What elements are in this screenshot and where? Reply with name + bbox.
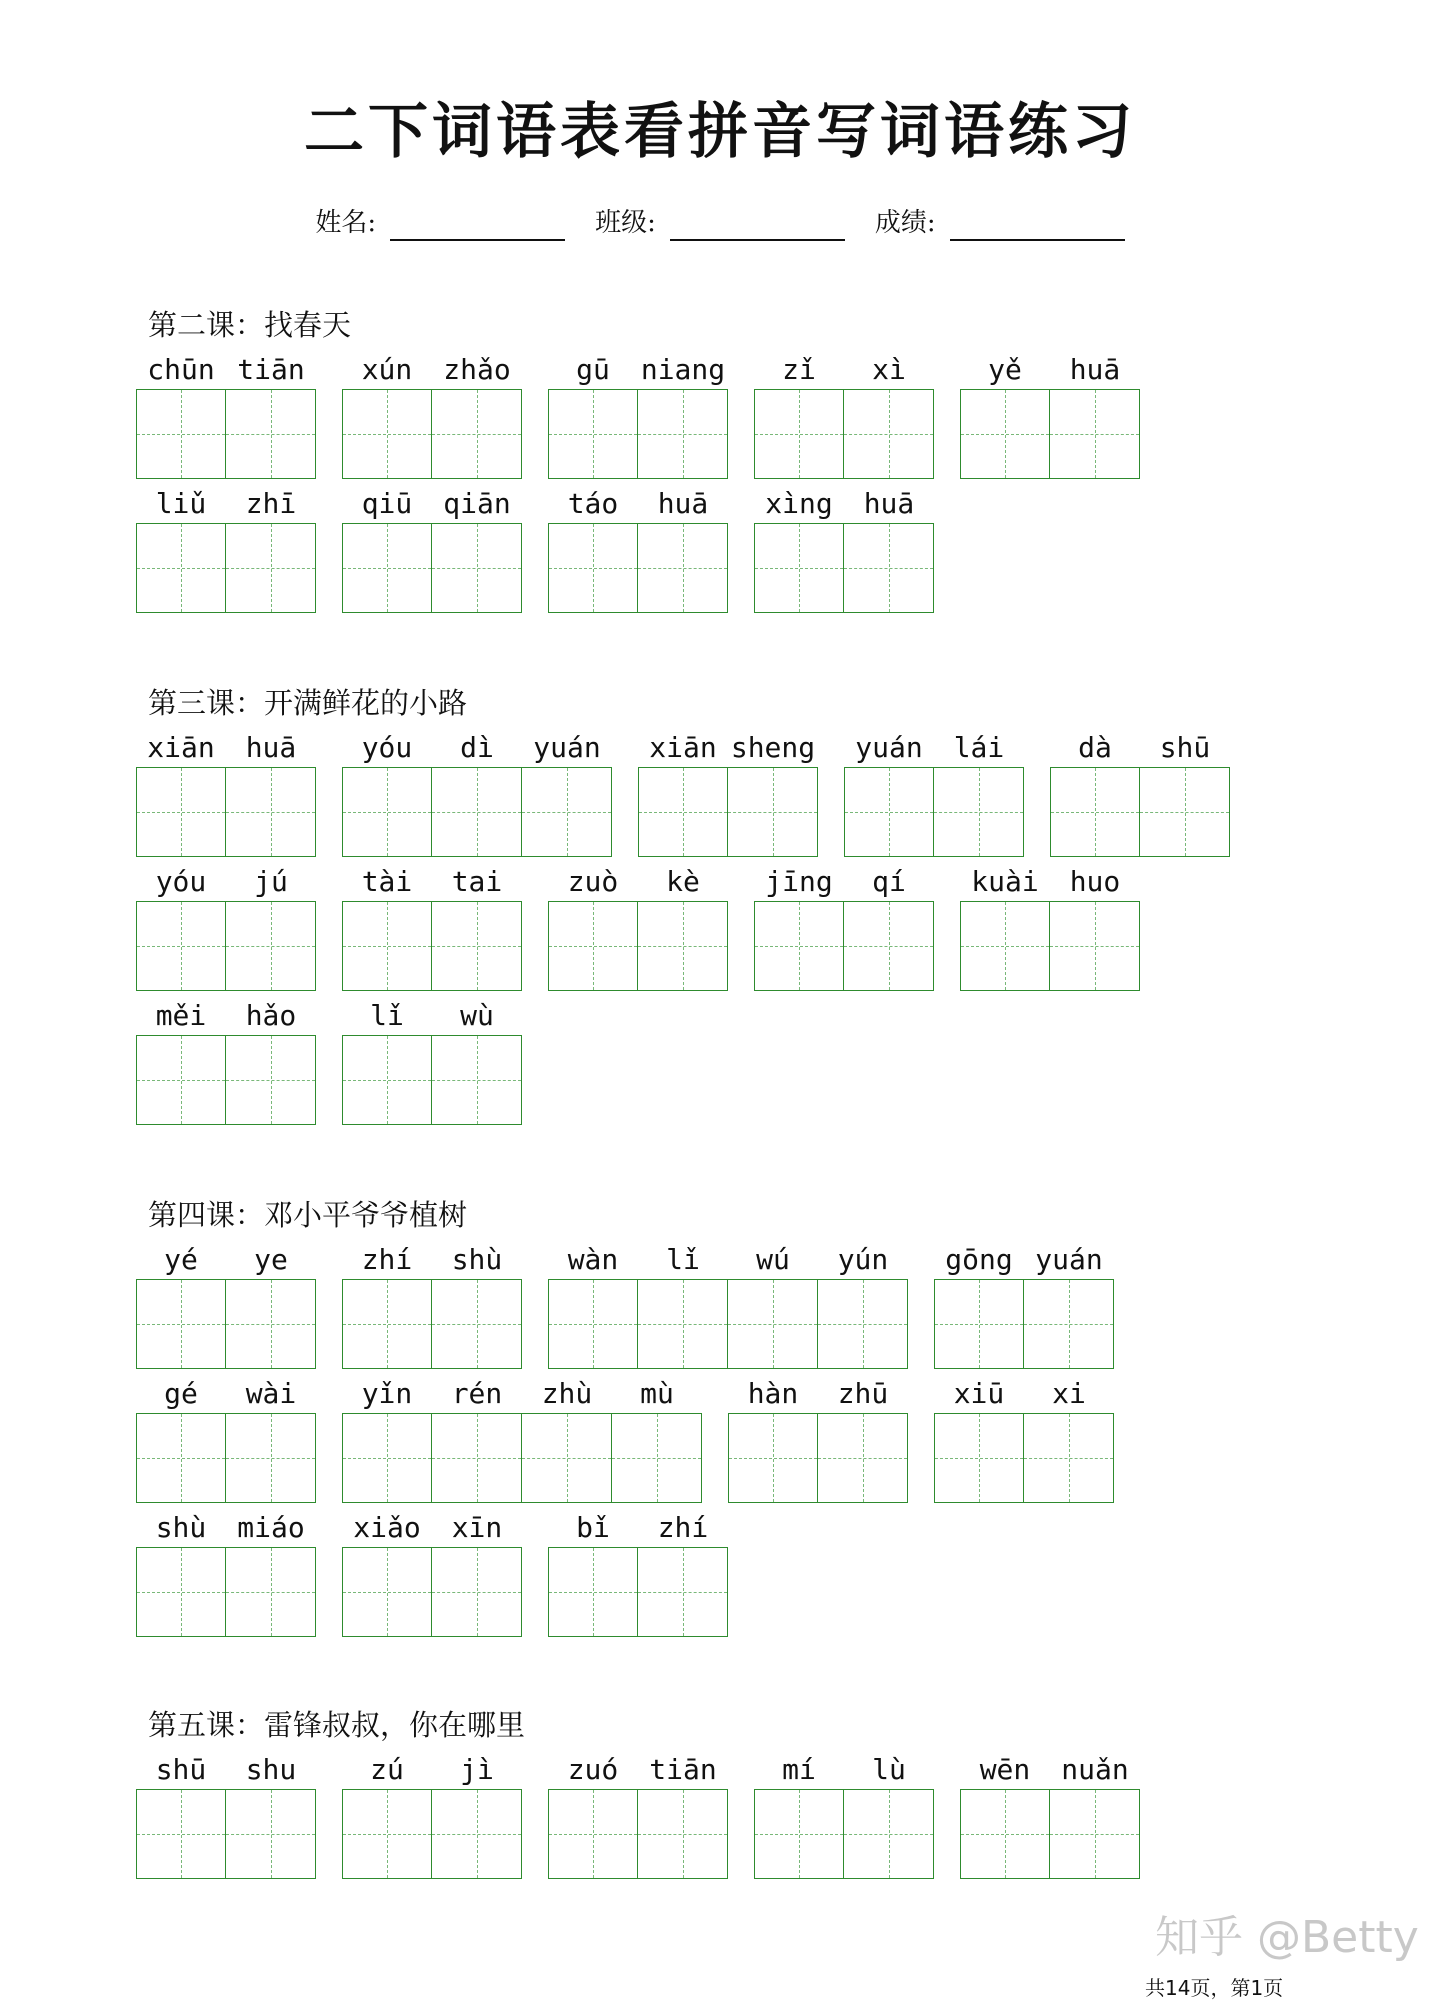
pinyin-syllable: gū (576, 353, 610, 386)
writing-box[interactable] (432, 389, 522, 479)
word-item (342, 1751, 522, 1879)
class-blank[interactable] (670, 209, 845, 241)
word-item (548, 1751, 728, 1879)
pinyin-syllable: gōng (945, 1243, 1013, 1276)
pinyin-syllable: shū (155, 1753, 207, 1786)
pinyin-syllable: xīn (451, 1511, 503, 1544)
writing-box-group (548, 901, 728, 991)
pinyin-syllable: táo (567, 487, 619, 520)
pinyin-group (136, 485, 316, 523)
pinyin-syllable: yóu (155, 865, 207, 898)
writing-box[interactable] (226, 389, 316, 479)
word-row (136, 863, 1230, 991)
pinyin-syllable: nuǎn (1061, 1753, 1129, 1786)
pinyin-group (754, 485, 934, 523)
writing-box[interactable] (432, 1547, 522, 1637)
writing-box-group (548, 1789, 728, 1879)
writing-box[interactable] (612, 1413, 702, 1503)
pinyin-syllable: xún (361, 353, 413, 386)
writing-box[interactable] (226, 901, 316, 991)
pinyin-group (548, 485, 728, 523)
pinyin-syllable: hǎo (245, 999, 297, 1032)
page-title: 二下词语表看拼音写词语练习 (304, 97, 1136, 167)
writing-box[interactable] (638, 389, 728, 479)
pinyin-syllable: gé (164, 1377, 198, 1410)
writing-box[interactable] (522, 1413, 612, 1503)
pinyin-syllable: yún (837, 1243, 889, 1276)
writing-box[interactable] (548, 1547, 638, 1637)
score-blank[interactable] (950, 209, 1125, 241)
pinyin-group (548, 1509, 728, 1547)
word-item (1050, 729, 1230, 857)
pinyin-group (136, 1375, 316, 1413)
writing-box[interactable] (342, 523, 432, 613)
writing-box-group (342, 1547, 522, 1637)
writing-box[interactable] (342, 389, 432, 479)
pinyin-syllable: tai (451, 865, 503, 898)
pinyin-syllable: zhǎo (443, 353, 511, 386)
writing-box[interactable] (638, 523, 728, 613)
writing-box[interactable] (638, 1789, 728, 1879)
writing-box[interactable] (342, 1279, 432, 1369)
name-blank[interactable] (390, 209, 565, 241)
writing-box[interactable] (136, 1547, 226, 1637)
writing-box[interactable] (136, 1279, 226, 1369)
writing-box-group (934, 1279, 1114, 1369)
pinyin-group (342, 1375, 702, 1413)
word-item (136, 1509, 316, 1637)
pinyin-group (960, 351, 1140, 389)
pinyin-syllable: sheng (730, 731, 816, 764)
pinyin-syllable: qiān (443, 487, 511, 520)
pinyin-syllable: wēn (979, 1753, 1031, 1786)
pinyin-syllable: wú (756, 1243, 790, 1276)
lesson-section (136, 305, 1140, 613)
student-info-row (0, 205, 1440, 241)
pinyin-group (342, 997, 522, 1035)
writing-box[interactable] (1050, 1789, 1140, 1879)
writing-box[interactable] (1140, 767, 1230, 857)
pinyin-syllable: qí (872, 865, 906, 898)
writing-box[interactable] (432, 1035, 522, 1125)
pinyin-syllable: yě (988, 353, 1022, 386)
pinyin-syllable: shū (1159, 731, 1211, 764)
writing-box-group (136, 1789, 316, 1879)
pinyin-syllable: qiū (361, 487, 413, 520)
writing-box[interactable] (548, 1279, 638, 1369)
writing-box[interactable] (638, 901, 728, 991)
writing-box[interactable] (934, 1413, 1024, 1503)
pinyin-syllable: zhí (657, 1511, 709, 1544)
name-field[interactable] (315, 205, 565, 241)
pinyin-syllable: huā (1069, 353, 1121, 386)
writing-box-group (136, 523, 316, 613)
pinyin-group (136, 729, 316, 767)
writing-box[interactable] (342, 1413, 432, 1503)
writing-box[interactable] (342, 1789, 432, 1879)
pinyin-group (136, 997, 316, 1035)
pinyin-group (1050, 729, 1230, 767)
pinyin-syllable: yé (164, 1243, 198, 1276)
pinyin-syllable: xì (872, 353, 906, 386)
word-item (342, 997, 522, 1125)
pinyin-group (548, 1751, 728, 1789)
pinyin-syllable: wàn (567, 1243, 619, 1276)
writing-box-group (136, 389, 316, 479)
pinyin-syllable: dà (1078, 731, 1112, 764)
pinyin-group (136, 1751, 316, 1789)
pinyin-syllable: xiū (953, 1377, 1005, 1410)
pinyin-group (342, 485, 522, 523)
pinyin-syllable: xiǎo (353, 1511, 421, 1544)
pinyin-syllable: zuò (567, 865, 619, 898)
pinyin-syllable: liǔ (155, 487, 207, 520)
writing-box[interactable] (1024, 1413, 1114, 1503)
word-item (136, 1375, 316, 1503)
pinyin-syllable: huā (245, 731, 297, 764)
word-item (844, 729, 1024, 857)
pinyin-syllable: ye (254, 1243, 288, 1276)
writing-box[interactable] (754, 389, 844, 479)
writing-box[interactable] (342, 1547, 432, 1637)
writing-box[interactable] (548, 523, 638, 613)
pinyin-group (548, 863, 728, 901)
writing-box[interactable] (754, 901, 844, 991)
word-item (754, 351, 934, 479)
writing-box-group (136, 901, 316, 991)
writing-box[interactable] (960, 1789, 1050, 1879)
pinyin-syllable: měi (155, 999, 207, 1032)
pinyin-syllable: wù (460, 999, 494, 1032)
pinyin-syllable: xiān (649, 731, 717, 764)
writing-box-group (136, 767, 316, 857)
word-item (754, 863, 934, 991)
writing-box-group (754, 389, 934, 479)
pinyin-group (844, 729, 1024, 767)
pinyin-syllable: chūn (147, 353, 215, 386)
writing-box-group (934, 1413, 1114, 1503)
writing-box[interactable] (136, 523, 226, 613)
pinyin-syllable: zuó (567, 1753, 619, 1786)
pinyin-syllable: huā (657, 487, 709, 520)
writing-box[interactable] (342, 1035, 432, 1125)
writing-box[interactable] (934, 1279, 1024, 1369)
pinyin-syllable: tiān (649, 1753, 717, 1786)
pinyin-group (728, 1375, 908, 1413)
word-item (136, 351, 316, 479)
word-item (342, 1509, 522, 1637)
writing-box[interactable] (844, 901, 934, 991)
pinyin-syllable: lǐ (370, 999, 404, 1032)
writing-box[interactable] (226, 1789, 316, 1879)
writing-box[interactable] (548, 389, 638, 479)
word-item (342, 1375, 702, 1503)
writing-box[interactable] (1024, 1279, 1114, 1369)
word-item (342, 485, 522, 613)
writing-box[interactable] (728, 1413, 818, 1503)
writing-box[interactable] (844, 389, 934, 479)
lesson-section (136, 1705, 1140, 1879)
word-item (754, 485, 934, 613)
name-label: 姓名: (315, 208, 377, 238)
writing-box[interactable] (1050, 389, 1140, 479)
pinyin-syllable: lǐ (666, 1243, 700, 1276)
pinyin-syllable: shù (451, 1243, 503, 1276)
word-row (136, 485, 1140, 613)
writing-box[interactable] (754, 523, 844, 613)
writing-box[interactable] (226, 1035, 316, 1125)
lesson-title: 第五课：雷锋叔叔，你在哪里 (148, 1708, 526, 1742)
writing-box-group (844, 767, 1024, 857)
pinyin-syllable: miáo (237, 1511, 305, 1544)
word-item (136, 863, 316, 991)
pinyin-group (342, 351, 522, 389)
writing-box[interactable] (548, 901, 638, 991)
writing-box[interactable] (754, 1789, 844, 1879)
word-item (548, 485, 728, 613)
pinyin-syllable: zǐ (782, 353, 816, 386)
lesson-title: 第三课：开满鲜花的小路 (148, 686, 468, 720)
pinyin-syllable: niang (640, 353, 726, 386)
pinyin-syllable: zhù (541, 1377, 593, 1410)
page-footer: 共14页，第1页 (1145, 1976, 1284, 2000)
writing-box-group (342, 1035, 522, 1125)
pinyin-syllable: yóu (361, 731, 413, 764)
writing-box[interactable] (728, 1279, 818, 1369)
word-item (136, 1241, 316, 1369)
pinyin-syllable: kuài (971, 865, 1039, 898)
pinyin-syllable: zhí (361, 1243, 413, 1276)
pinyin-syllable: yuán (533, 731, 601, 764)
pinyin-syllable: jīng (765, 865, 833, 898)
score-field[interactable] (875, 205, 1125, 241)
pinyin-group (342, 863, 522, 901)
pinyin-syllable: lái (953, 731, 1005, 764)
writing-box-group (136, 1279, 316, 1369)
pinyin-group (342, 729, 612, 767)
writing-box[interactable] (136, 1789, 226, 1879)
pinyin-syllable: tài (361, 865, 413, 898)
pinyin-syllable: huā (863, 487, 915, 520)
pinyin-syllable: bǐ (576, 1511, 610, 1544)
pinyin-syllable: zhū (837, 1377, 889, 1410)
pinyin-syllable: jú (254, 865, 288, 898)
writing-box[interactable] (960, 901, 1050, 991)
writing-box-group (136, 1035, 316, 1125)
writing-box-group (960, 901, 1140, 991)
word-item (754, 1751, 934, 1879)
word-item (342, 1241, 522, 1369)
writing-box[interactable] (226, 767, 316, 857)
pinyin-syllable: yǐn (361, 1377, 413, 1410)
writing-box[interactable] (432, 1413, 522, 1503)
word-item (548, 1509, 728, 1637)
word-row (136, 729, 1230, 857)
writing-box[interactable] (844, 523, 934, 613)
word-item (960, 351, 1140, 479)
writing-box[interactable] (432, 1279, 522, 1369)
writing-box-group (548, 1279, 908, 1369)
pinyin-group (136, 351, 316, 389)
writing-box[interactable] (934, 767, 1024, 857)
word-item (136, 1751, 316, 1879)
writing-box-group (960, 389, 1140, 479)
word-item (728, 1375, 908, 1503)
word-row (136, 997, 1230, 1125)
word-row (136, 351, 1140, 479)
writing-box-group (136, 1547, 316, 1637)
word-row (136, 1241, 1114, 1369)
pinyin-syllable: zhī (245, 487, 297, 520)
pinyin-group (342, 1751, 522, 1789)
pinyin-syllable: mù (640, 1377, 674, 1410)
word-item (934, 1375, 1114, 1503)
writing-box[interactable] (960, 389, 1050, 479)
pinyin-group (754, 1751, 934, 1789)
word-row (136, 1751, 1140, 1879)
writing-box-group (342, 1279, 522, 1369)
writing-box[interactable] (226, 1279, 316, 1369)
writing-box[interactable] (522, 767, 612, 857)
writing-box-group (638, 767, 818, 857)
lesson-title: 第四课：邓小平爷爷植树 (148, 1198, 468, 1232)
writing-box[interactable] (638, 1279, 728, 1369)
writing-box[interactable] (818, 1279, 908, 1369)
word-item (548, 351, 728, 479)
word-item (548, 863, 728, 991)
writing-box-group (754, 1789, 934, 1879)
writing-box-group (1050, 767, 1230, 857)
writing-box[interactable] (226, 523, 316, 613)
pinyin-group (934, 1241, 1114, 1279)
writing-box[interactable] (342, 901, 432, 991)
writing-box[interactable] (1050, 767, 1140, 857)
pinyin-syllable: mí (782, 1753, 816, 1786)
writing-box[interactable] (432, 767, 522, 857)
pinyin-syllable: hàn (747, 1377, 799, 1410)
pinyin-group (934, 1375, 1114, 1413)
pinyin-group (754, 351, 934, 389)
writing-box-group (754, 523, 934, 613)
writing-box[interactable] (342, 767, 432, 857)
writing-box[interactable] (638, 767, 728, 857)
writing-box[interactable] (844, 767, 934, 857)
pinyin-group (548, 351, 728, 389)
pinyin-group (960, 863, 1140, 901)
pinyin-syllable: shù (155, 1511, 207, 1544)
writing-box[interactable] (844, 1789, 934, 1879)
class-label: 班级: (595, 208, 656, 238)
writing-box[interactable] (432, 901, 522, 991)
writing-box-group (754, 901, 934, 991)
word-item (342, 351, 522, 479)
writing-box[interactable] (226, 1547, 316, 1637)
writing-box-group (342, 767, 612, 857)
writing-box-group (960, 1789, 1140, 1879)
writing-box-group (728, 1413, 908, 1503)
writing-box-group (548, 523, 728, 613)
writing-box[interactable] (1050, 901, 1140, 991)
pinyin-syllable: jì (460, 1753, 494, 1786)
word-item (960, 863, 1140, 991)
writing-box-group (548, 1547, 728, 1637)
writing-box[interactable] (638, 1547, 728, 1637)
pinyin-group (342, 1509, 522, 1547)
writing-box[interactable] (136, 901, 226, 991)
pinyin-group (136, 863, 316, 901)
writing-box[interactable] (136, 389, 226, 479)
writing-box[interactable] (818, 1413, 908, 1503)
lesson-section (136, 1195, 1114, 1637)
lesson-section (136, 683, 1230, 1125)
word-item (136, 997, 316, 1125)
writing-box-group (342, 901, 522, 991)
pinyin-syllable: xi (1052, 1377, 1086, 1410)
word-item (136, 729, 316, 857)
pinyin-syllable: xiān (147, 731, 215, 764)
pinyin-syllable: zú (370, 1753, 404, 1786)
writing-box[interactable] (432, 1789, 522, 1879)
writing-box-group (136, 1413, 316, 1503)
writing-box[interactable] (136, 1413, 226, 1503)
pinyin-syllable: yuán (1035, 1243, 1103, 1276)
word-item (638, 729, 818, 857)
word-item (934, 1241, 1114, 1369)
pinyin-syllable: wài (245, 1377, 297, 1410)
pinyin-group (960, 1751, 1140, 1789)
writing-box-group (342, 1413, 702, 1503)
writing-box[interactable] (136, 1035, 226, 1125)
word-item (960, 1751, 1140, 1879)
pinyin-group (342, 1241, 522, 1279)
writing-box-group (548, 389, 728, 479)
pinyin-group (638, 729, 818, 767)
pinyin-syllable: tiān (237, 353, 305, 386)
pinyin-group (136, 1509, 316, 1547)
word-row (136, 1375, 1114, 1503)
word-row (136, 1509, 1114, 1637)
writing-box-group (342, 1789, 522, 1879)
word-item (342, 863, 522, 991)
pinyin-group (754, 863, 934, 901)
word-item (342, 729, 612, 857)
writing-box[interactable] (728, 767, 818, 857)
writing-box[interactable] (136, 767, 226, 857)
pinyin-group (136, 1241, 316, 1279)
pinyin-group (548, 1241, 908, 1279)
pinyin-syllable: yuán (855, 731, 923, 764)
word-item (548, 1241, 908, 1369)
writing-box[interactable] (432, 523, 522, 613)
pinyin-syllable: huo (1069, 865, 1121, 898)
pinyin-syllable: kè (666, 865, 700, 898)
score-label: 成绩: (874, 208, 936, 238)
writing-box[interactable] (548, 1789, 638, 1879)
writing-box-group (342, 389, 522, 479)
writing-box-group (342, 523, 522, 613)
word-item (136, 485, 316, 613)
pinyin-syllable: xìng (765, 487, 833, 520)
class-field[interactable] (595, 205, 845, 241)
watermark: 知乎 @Betty (1155, 1912, 1419, 1963)
pinyin-syllable: shu (245, 1753, 297, 1786)
lesson-title: 第二课：找春天 (148, 308, 352, 342)
pinyin-syllable: dì (460, 731, 494, 764)
writing-box[interactable] (226, 1413, 316, 1503)
pinyin-syllable: rén (451, 1377, 503, 1410)
pinyin-syllable: lù (872, 1753, 906, 1786)
